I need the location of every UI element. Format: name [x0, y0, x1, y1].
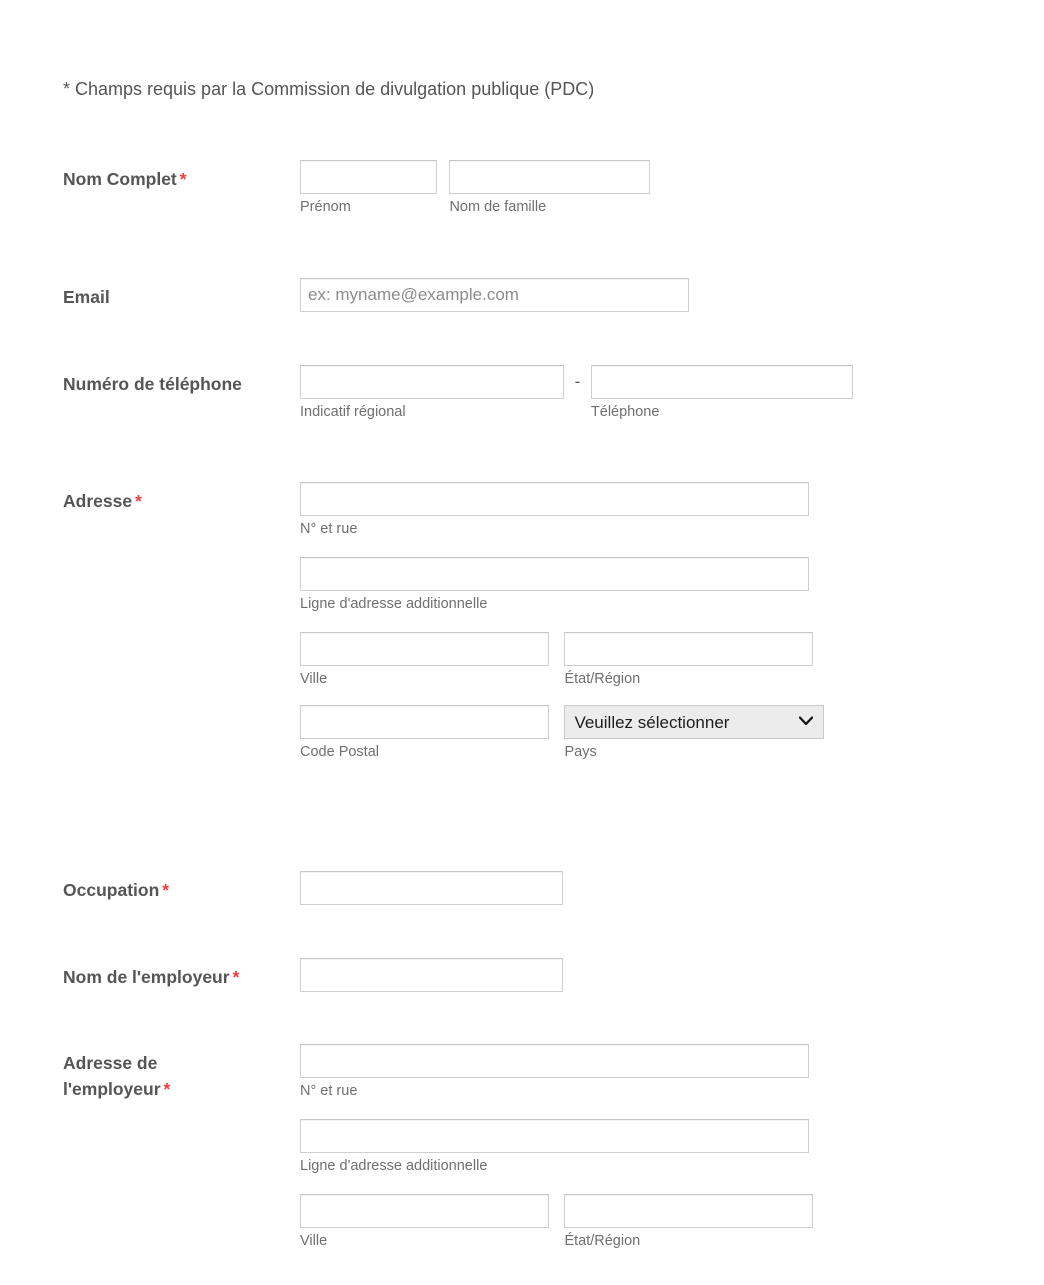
cell-address-country — [564, 705, 824, 762]
label-phone — [63, 371, 295, 397]
cell-employer-state — [564, 1194, 813, 1251]
cell-address-postal — [300, 705, 549, 762]
controls-occupation — [300, 871, 563, 905]
required-asterisk-employer-name: * — [232, 967, 240, 987]
cell-employer-street — [300, 1044, 813, 1101]
address-state-input[interactable] — [564, 632, 813, 666]
employer-street-input[interactable] — [300, 1044, 809, 1078]
employer-name-input[interactable] — [300, 958, 563, 992]
employer-street2-input[interactable] — [300, 1119, 809, 1153]
spacer-address-2 — [300, 614, 824, 632]
cell-last-name — [449, 160, 650, 217]
required-fields-notice: * Champs requis par la Commission de divulgation publique (PDC) — [63, 79, 595, 99]
spacer-address-3 — [300, 689, 824, 705]
spacer-employer-2 — [300, 1176, 813, 1194]
spacer-employer-1 — [300, 1101, 813, 1119]
sub-label-address-street2: Ligne d'adresse additionnelle — [300, 596, 488, 612]
required-asterisk-occupation: * — [162, 880, 170, 900]
label-phone-text: Numéro de téléphone — [63, 374, 242, 394]
label-occupation-text: Occupation — [63, 880, 160, 900]
cell-area-code — [300, 365, 564, 422]
phone-area-code-input[interactable] — [300, 365, 564, 399]
sub-label-address-street: N° et rue — [300, 521, 358, 537]
address-street-input[interactable] — [300, 482, 809, 516]
cell-address-street — [300, 482, 824, 539]
label-employer-address-line2: l'employeur — [63, 1079, 161, 1099]
address-country-select[interactable] — [564, 705, 824, 739]
sub-label-address-city: Ville — [300, 671, 328, 687]
sub-label-employer-street: N° et rue — [300, 1083, 358, 1099]
occupation-input[interactable] — [300, 871, 563, 905]
cell-address-street2 — [300, 557, 824, 614]
label-full-name-text: Nom Complet — [63, 169, 177, 189]
label-email-text: Email — [63, 287, 110, 307]
cell-employer-street2 — [300, 1119, 813, 1176]
cell-phone-number — [591, 365, 853, 422]
row-employer-city-state — [300, 1194, 813, 1251]
country-select-wrap[interactable] — [564, 705, 824, 739]
sub-label-address-country: Pays — [564, 744, 597, 760]
cell-first-name — [300, 160, 437, 217]
label-employer-name — [63, 964, 263, 990]
last-name-input[interactable] — [449, 160, 650, 194]
label-employer-address-line1: Adresse de — [63, 1053, 158, 1073]
sub-label-employer-city: Ville — [300, 1233, 328, 1249]
label-address-text: Adresse — [63, 491, 133, 511]
address-postal-input[interactable] — [300, 705, 549, 739]
required-asterisk-full-name: * — [179, 169, 187, 189]
sub-label-first-name: Prénom — [300, 199, 351, 215]
controls-phone — [300, 365, 853, 422]
controls-employer-address — [300, 1044, 813, 1251]
phone-separator: - — [574, 372, 581, 391]
employer-state-input[interactable] — [564, 1194, 813, 1228]
first-name-input[interactable] — [300, 160, 437, 194]
employer-city-input[interactable] — [300, 1194, 549, 1228]
row-address-postal-country — [300, 705, 824, 762]
label-full-name — [63, 166, 295, 192]
sub-label-phone-number: Téléphone — [590, 404, 660, 420]
cell-address-city — [300, 632, 549, 689]
spacer-address-1 — [300, 539, 824, 557]
label-employer-address — [63, 1050, 295, 1102]
label-email — [63, 284, 295, 310]
sub-label-last-name: Nom de famille — [449, 199, 547, 215]
email-input[interactable] — [300, 278, 689, 312]
controls-email — [300, 278, 689, 312]
controls-address — [300, 482, 824, 762]
required-asterisk-employer-address: * — [163, 1079, 171, 1099]
address-street2-input[interactable] — [300, 557, 809, 591]
cell-address-state — [564, 632, 813, 689]
cell-employer-city — [300, 1194, 549, 1251]
label-employer-name-text: Nom de l'employeur — [63, 967, 230, 987]
sub-label-employer-street2: Ligne d'adresse additionnelle — [300, 1158, 488, 1174]
sub-label-address-state: État/Région — [564, 671, 641, 687]
sub-label-address-postal: Code Postal — [300, 744, 379, 760]
phone-number-input[interactable] — [591, 365, 853, 399]
address-city-input[interactable] — [300, 632, 549, 666]
sub-label-employer-state: État/Région — [564, 1233, 641, 1249]
label-address — [63, 488, 295, 514]
label-occupation — [63, 877, 295, 903]
sub-label-area-code: Indicatif régional — [300, 404, 406, 420]
controls-full-name — [300, 160, 650, 217]
row-address-city-state — [300, 632, 824, 689]
required-asterisk-address: * — [135, 491, 142, 511]
controls-employer-name — [300, 958, 563, 992]
